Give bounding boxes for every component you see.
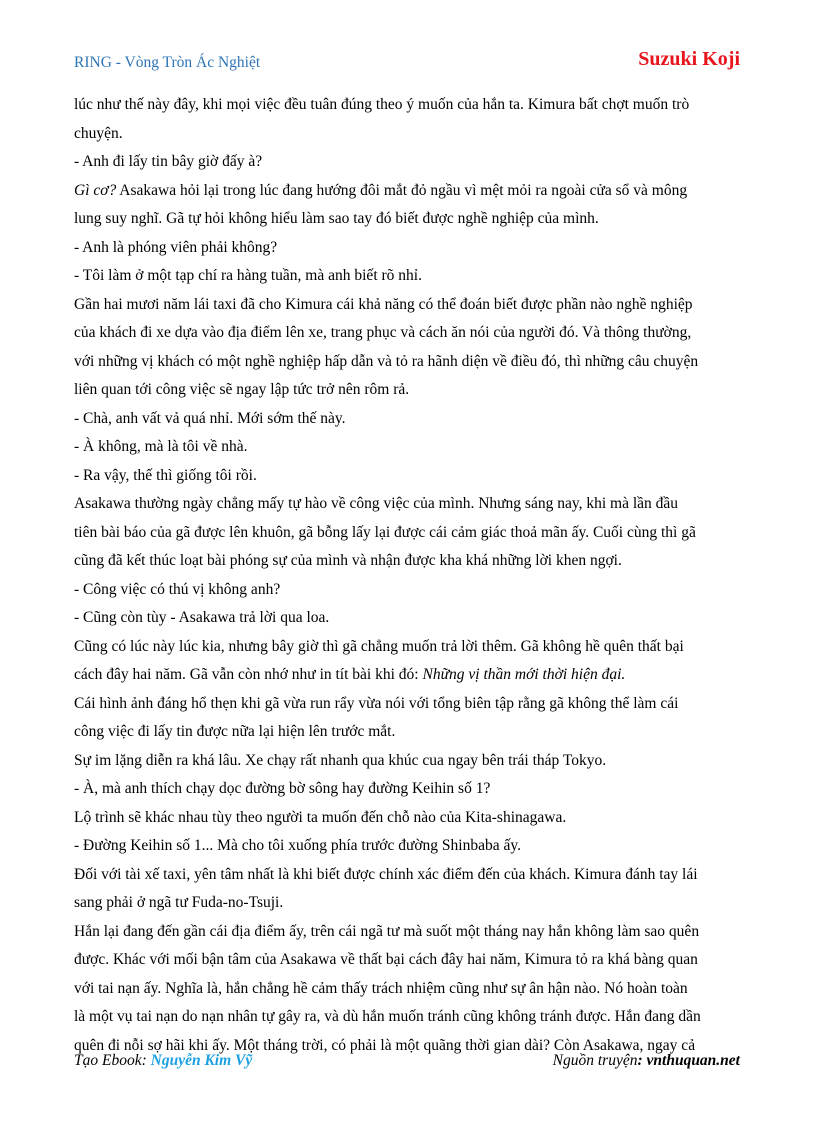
text-segment: sang phải ở ngã tư Fuda-no-Tsuji.	[74, 894, 284, 911]
text-segment: cũng đã kết thúc loạt bài phóng sự của mình và nhận được kha khá những lời khen ngợi.	[74, 552, 622, 569]
text-segment: cách đây hai năm. Gã vẫn còn nhớ như in tít bài khi đó:	[74, 666, 423, 683]
text-line	[74, 718, 740, 747]
text-line	[74, 262, 740, 291]
text-segment: Asakawa hỏi lại trong lúc đang hướng đôi mắt đỏ ngầu vì mệt mỏi ra ngoài cửa sổ và mông	[116, 181, 688, 199]
text-line	[74, 747, 740, 776]
source-site: vnthuquan.net	[646, 1052, 740, 1069]
text-line	[74, 234, 740, 263]
text-line	[74, 291, 740, 320]
text-line	[74, 490, 740, 519]
ebook-separator: :	[141, 1052, 151, 1069]
text-segment: - À, mà anh thích chạy dọc đường bờ sông hay đường Keihin số 1?	[74, 780, 491, 797]
text-line	[74, 889, 740, 918]
text-line	[74, 918, 740, 947]
text-line	[74, 604, 740, 633]
text-segment: Cũng có lúc này lúc kia, nhưng bây giờ thì gã chẳng muốn trả lời thêm. Gã không hề quên thất bại	[74, 637, 684, 655]
text-line	[74, 661, 740, 690]
text-segment: với những vị khách có một nghề nghiệp hấp dẫn và tỏ ra hãnh diện về điều đó, thì những câu chuyện	[74, 352, 699, 370]
text-line	[74, 177, 740, 206]
text-segment: lúc như thế này đây, khi mọi việc đều tuân đúng theo ý muốn của hắn ta. Kimura bất chợt muốn trò	[74, 96, 690, 113]
text-segment: tiên bài báo của gã được lên khuôn, gã bỗng lấy lại được cái cảm giác thoả mãn ấy. Cuối cùng thì gã	[74, 523, 696, 541]
page-header	[74, 48, 740, 78]
text-line	[74, 462, 740, 491]
text-segment: Gần hai mươi năm lái taxi đã cho Kimura cái khả năng có thể đoán biết được phần nào nghề nghiệp	[74, 295, 693, 313]
book-title: RING - Vòng Tròn Ác Nghiệt	[74, 54, 261, 71]
italic-text: Những vị thần mới thời hiện đại.	[422, 666, 626, 683]
text-segment: Hắn lại đang đến gần cái địa điểm ấy, trên cái ngã tư mà suốt một tháng nay hắn không làm sao quên	[74, 922, 700, 940]
text-segment: - Đường Keihin số 1... Mà cho tôi xuống phía trước đường Shinbaba ấy.	[74, 837, 521, 854]
text-segment: chuyện.	[74, 124, 123, 142]
ebook-creator-name: Nguyễn Kim Vỹ	[150, 1052, 253, 1069]
text-line	[74, 690, 740, 719]
text-segment: Cái hình ảnh đáng hổ thẹn khi gã vừa run rẩy vừa nói với tổng biên tập rằng gã không thể làm cái	[74, 694, 679, 712]
text-line	[74, 205, 740, 234]
text-segment: - Công việc có thú vị không anh?	[74, 580, 281, 598]
text-line	[74, 148, 740, 177]
text-segment: - Anh đi lấy tin bây giờ đấy à?	[74, 153, 263, 170]
ebook-credit	[74, 1052, 252, 1070]
text-segment: là một vụ tai nạn do nạn nhân tự gây ra, và dù hắn muốn tránh cũng không tránh được. Hắn đang dần	[74, 1008, 701, 1025]
text-segment: lung suy nghĩ. Gã tự hỏi không hiểu làm sao tay đó biết được nghề nghiệp của mình.	[74, 210, 599, 227]
source-credit	[553, 1052, 740, 1070]
author-name: Suzuki Koji	[638, 48, 740, 70]
text-line	[74, 946, 740, 975]
text-line	[74, 376, 740, 405]
text-segment: Đối với tài xế taxi, yên tâm nhất là khi biết được chính xác điểm đến của khách. Kimura đánh tay lái	[74, 865, 698, 883]
text-segment: được. Khác với mối bận tâm của Asakawa về thất bại cách đây hai năm, Kimura tỏ ra khá bàng quan	[74, 951, 698, 968]
text-line	[74, 433, 740, 462]
text-line	[74, 519, 740, 548]
text-segment: của khách đi xe dựa vào địa điểm lên xe, trang phục và cách ăn nói của người đó. Và thông thường,	[74, 324, 692, 341]
text-line	[74, 1003, 740, 1032]
text-line	[74, 120, 740, 149]
text-segment: công việc đi lấy tin được nữa lại hiện lên trước mắt.	[74, 723, 396, 740]
text-segment: - Cũng còn tùy - Asakawa trả lời qua loa.	[74, 609, 330, 626]
source-separator: :	[637, 1052, 647, 1069]
text-line	[74, 804, 740, 833]
text-segment: Asakawa thường ngày chẳng mấy tự hào về công việc của mình. Nhưng sáng nay, khi mà lần đầu	[74, 495, 679, 512]
italic-text: Gì cơ?	[74, 181, 117, 199]
text-line	[74, 547, 740, 576]
ebook-label: Tạo Ebook	[74, 1052, 142, 1069]
text-line	[74, 405, 740, 434]
text-segment: - Ra vậy, thế thì giống tôi rồi.	[74, 466, 257, 484]
text-line	[74, 91, 740, 120]
text-segment: - À không, mà là tôi về nhà.	[74, 438, 248, 455]
text-segment: - Anh là phóng viên phải không?	[74, 238, 278, 256]
text-segment: quên đi nỗi sợ hãi khi ấy. Một tháng trời, có phải là một quãng thời gian dài? Còn Asakawa, ngay cả	[74, 1036, 696, 1054]
text-line	[74, 348, 740, 377]
source-label: Nguồn truyện	[552, 1052, 638, 1069]
text-line	[74, 975, 740, 1004]
text-line	[74, 832, 740, 861]
text-line	[74, 319, 740, 348]
page-body	[74, 91, 740, 1060]
text-line	[74, 633, 740, 662]
text-line	[74, 861, 740, 890]
text-segment: liên quan tới công việc sẽ ngay lập tức trở nên rôm rả.	[74, 381, 410, 398]
text-segment: với tai nạn ấy. Nghĩa là, hắn chẳng hề cảm thấy trách nhiệm cũng như sự ân hận nào. Nó hoàn toàn	[74, 979, 688, 997]
text-line	[74, 576, 740, 605]
text-segment: - Chà, anh vất vả quá nhỉ. Mới sớm thế này.	[74, 409, 346, 427]
text-segment: - Tôi làm ở một tạp chí ra hàng tuần, mà anh biết rõ nhỉ.	[74, 267, 422, 284]
text-line	[74, 775, 740, 804]
text-segment: Sự im lặng diễn ra khá lâu. Xe chạy rất nhanh qua khúc cua ngay bên trái tháp Tokyo.	[74, 751, 607, 769]
page-footer	[74, 1052, 740, 1076]
text-segment: Lộ trình sẽ khác nhau tùy theo người ta muốn đến chỗ nào của Kita-shinagawa.	[74, 808, 567, 826]
